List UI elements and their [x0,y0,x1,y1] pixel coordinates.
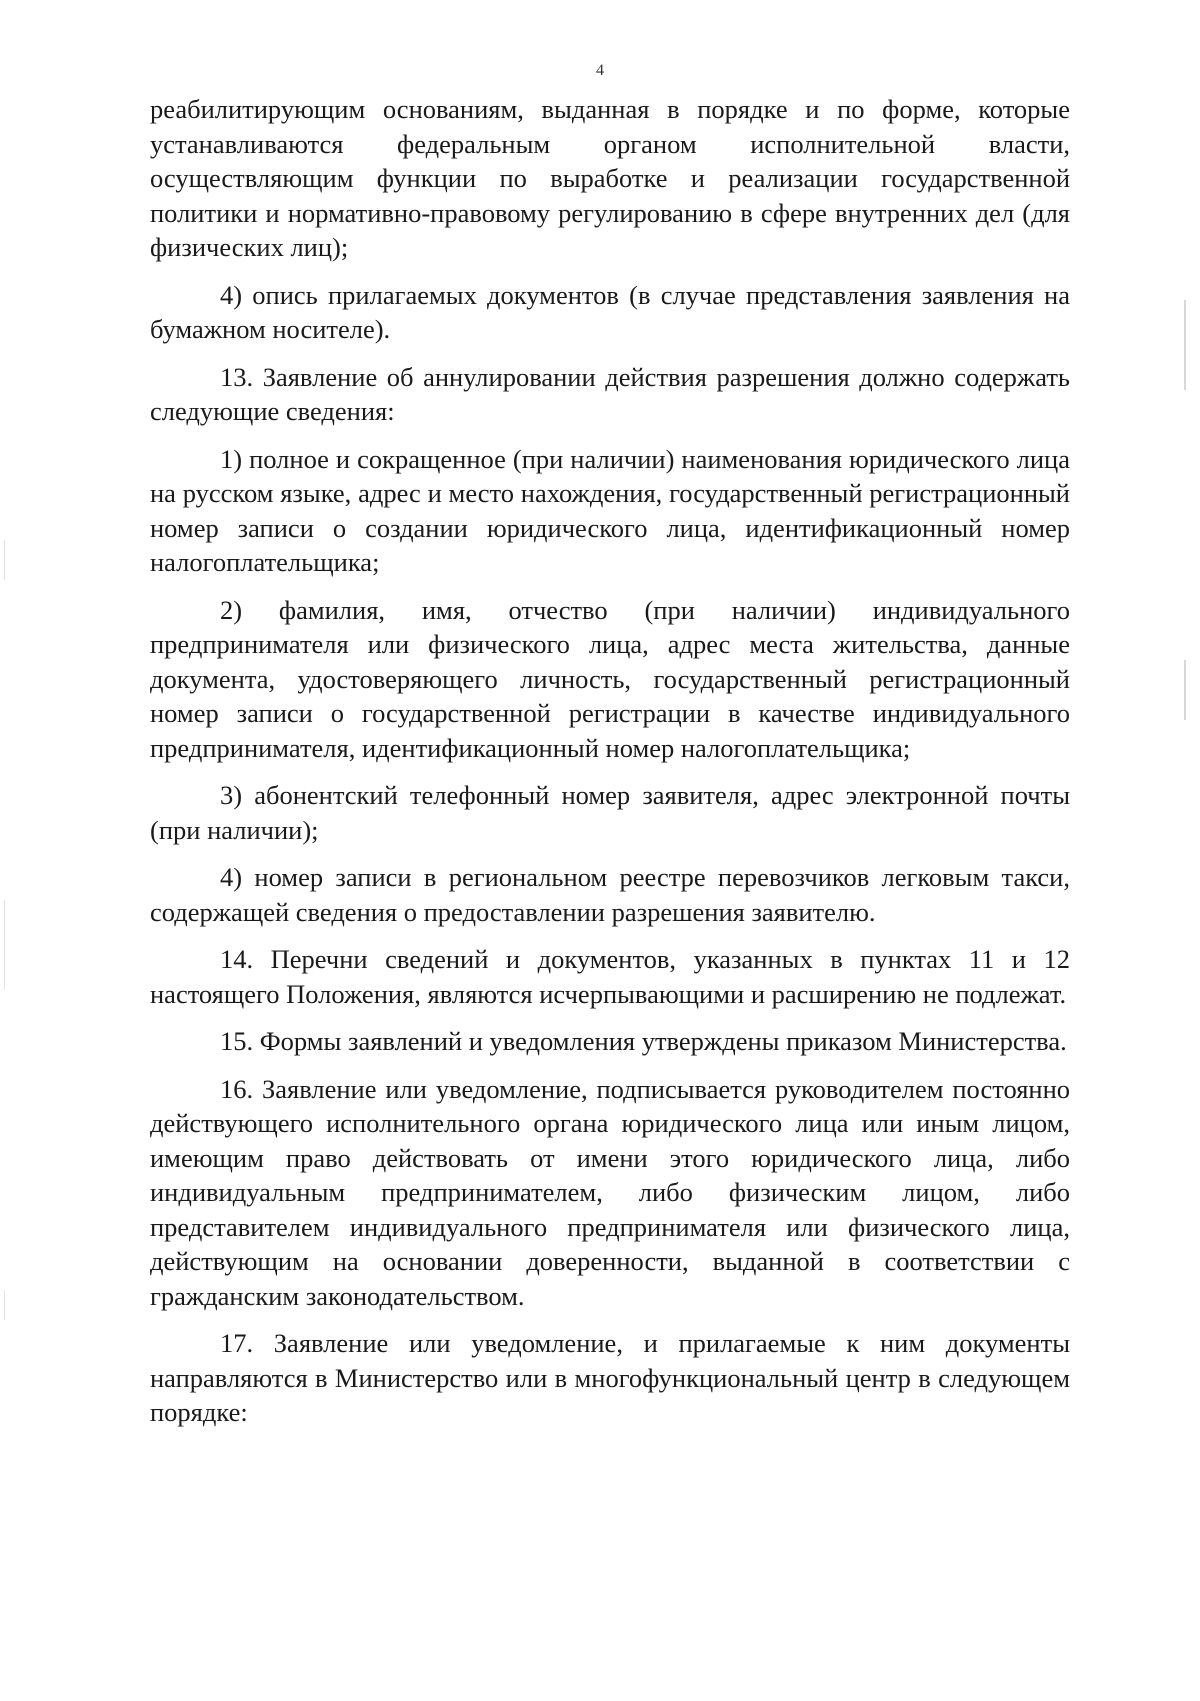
paragraph-continuation: реабилитирующим основаниям, выданная в порядке и по форме, которые устанавливаются федеральным органом исполнительной власти, осуществляющим функции по выработке и реализации государственной политики и нормативно-правовому регулированию в сфере внутренних дел (для физических лиц); [150,94,1070,262]
paragraph-15: 15. Формы заявлений и уведомления утверждены приказом Министерства. [220,1026,1067,1056]
paragraph-14: 14. Перечни сведений и документов, указанных в пунктах 11 и 12 настоящего Положения, являются исчерпывающими и расширению не подлежат. [150,944,1070,1009]
scan-artifact-right [1184,300,1186,390]
scan-artifact-right [1184,660,1186,720]
document-body [150,92,1070,1443]
scan-artifact-left [4,900,5,990]
paragraph-13-item-2: 2) фамилия, имя, отчество (при наличии) индивидуального предпринимателя или физического лица, адрес места жительства, данные документа, удостоверяющего личность, государственный регистрационный номер записи о государственной регистрации в качестве индивидуального предпринимателя, идентификационный номер налогоплательщика; [150,594,1070,763]
paragraph-13-item-1: 1) полное и сокращенное (при наличии) наименования юридического лица на русском языке, адрес и место нахождения, государственный регистрационный номер записи о создании юридического лица, идентификационный номер налогоплательщика; [150,443,1070,577]
paragraph-13: 13. Заявление об аннулировании действия разрешения должно содержать следующие сведения: [150,361,1070,426]
scan-artifact-left [4,1290,5,1320]
page-number: 4 [596,62,604,79]
paragraph-16: 16. Заявление или уведомление, подписывается руководителем постоянно действующего исполнительного органа юридического лица или иным лицом, имеющим право действовать от имени этого юридического лица, либо индивидуальным предпринимателем, либо физическим лицом, либо представителем индивидуального предпринимателя или физического лица, действующим на основании доверенности, выданной в соответствии с гражданским законодательством. [150,1073,1070,1311]
paragraph-item-4-inventory: 4) опись прилагаемых документов (в случае представления заявления на бумажном носителе). [150,279,1070,344]
paragraph-13-item-4: 4) номер записи в региональном реестре перевозчиков легковым такси, содержащей сведения о предоставлении разрешения заявителю. [150,862,1070,927]
scan-artifact-left [4,540,5,580]
paragraph-17: 17. Заявление или уведомление, и прилагаемые к ним документы направляются в Министерство или в многофункциональный центр в следующем порядке: [150,1328,1070,1427]
paragraph-13-item-3: 3) абонентский телефонный номер заявителя, адрес электронной почты (при наличии); [150,780,1070,845]
